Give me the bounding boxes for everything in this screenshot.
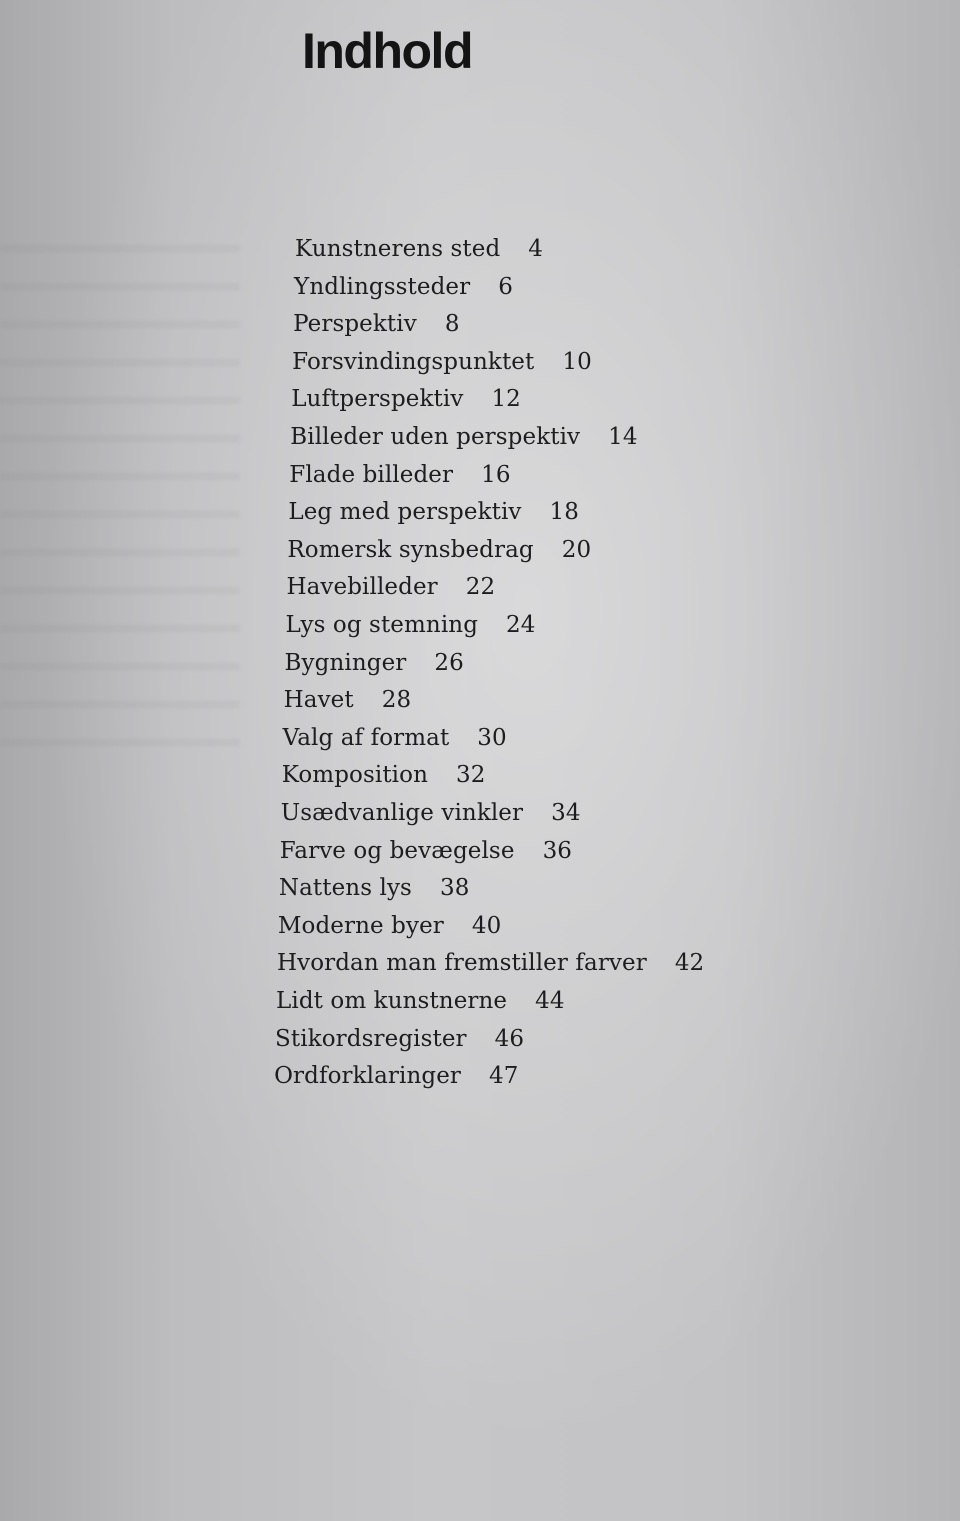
toc-entry-label: Stikordsregister xyxy=(275,1025,467,1052)
toc-entry xyxy=(277,952,704,975)
show-through-text xyxy=(0,230,240,750)
toc-entry-page-number: 24 xyxy=(506,612,536,638)
toc-entry xyxy=(286,576,495,599)
toc-entry xyxy=(295,238,543,261)
toc-entry-label: Komposition xyxy=(281,762,428,789)
page-title: Indhold xyxy=(302,23,472,79)
toc-entry-page-number: 14 xyxy=(608,424,638,450)
toc-entry-label: Leg med perspektiv xyxy=(288,499,522,526)
toc-entry-page-number: 38 xyxy=(439,875,470,902)
toc-entry-page-number: 16 xyxy=(481,461,511,488)
toc-entry-page-number: 22 xyxy=(465,574,496,601)
toc-entry xyxy=(282,724,507,751)
toc-entry-page-number: 46 xyxy=(494,1025,525,1052)
toc-entry xyxy=(279,837,573,864)
toc-entry xyxy=(290,426,637,449)
toc-entry xyxy=(294,273,513,300)
toc-entry-page-number: 18 xyxy=(549,499,579,526)
toc-entry xyxy=(289,461,511,488)
toc-entry-page-number: 36 xyxy=(542,837,573,864)
toc-entry-page-number: 28 xyxy=(381,687,412,714)
toc-entry xyxy=(275,1025,525,1052)
toc-entry-page-number: 34 xyxy=(551,800,581,826)
toc-entry-label: Romersk synsbedrag xyxy=(287,536,534,563)
toc-entry xyxy=(282,764,486,787)
toc-entry-page-number: 44 xyxy=(535,988,565,1014)
toc-entry-label: Valg af format xyxy=(282,724,450,751)
toc-entry-page-number: 10 xyxy=(562,348,592,375)
toc-entry-label: Usædvanlige vinkler xyxy=(280,800,524,826)
toc-entry-page-number: 47 xyxy=(489,1063,519,1090)
toc-entry-label: Bygninger xyxy=(284,649,407,676)
toc-entry xyxy=(291,388,521,411)
toc-entry-page-number: 42 xyxy=(674,950,705,977)
toc-entry xyxy=(288,501,579,524)
toc-entry xyxy=(284,689,412,712)
toc-entry xyxy=(274,1065,518,1088)
toc-entry xyxy=(292,348,592,375)
toc-entry xyxy=(293,313,459,336)
toc-entry-label: Havet xyxy=(283,687,354,714)
toc-entry-page-number: 40 xyxy=(471,912,502,939)
toc-entry xyxy=(287,536,592,563)
toc-entry-label: Ordforklaringer xyxy=(274,1063,462,1090)
toc-entry xyxy=(286,614,536,637)
toc-entry-label: Moderne byer xyxy=(277,912,444,939)
toc-entry-label: Perspektiv xyxy=(293,311,417,338)
toc-entry-page-number: 32 xyxy=(456,762,486,789)
toc-entry-label: Nattens lys xyxy=(278,875,412,902)
toc-entry-label: Luftperspektiv xyxy=(291,386,464,413)
toc-entry-page-number: 4 xyxy=(528,236,544,262)
toc-entry-page-number: 30 xyxy=(477,724,507,751)
toc-entry-page-number: 6 xyxy=(498,273,513,300)
toc-entry xyxy=(284,649,464,676)
toc-entry-page-number: 26 xyxy=(434,649,464,676)
toc-entry-label: Kunstnerens sted xyxy=(295,236,501,262)
toc-entry-page-number: 8 xyxy=(444,311,460,338)
toc-entry-page-number: 20 xyxy=(561,536,592,563)
toc-entry-label: Billeder uden perspektiv xyxy=(290,424,581,450)
toc-entry-label: Flade billeder xyxy=(289,461,454,488)
toc-entry-label: Lys og stemning xyxy=(285,612,479,638)
toc-entry xyxy=(281,802,581,825)
toc-entry-label: Hvordan man fremstiller farver xyxy=(276,950,647,977)
toc-entry-page-number: 12 xyxy=(491,386,521,413)
toc-entry xyxy=(279,877,470,900)
toc-entry-label: Lidt om kunstnerne xyxy=(276,988,508,1014)
toc-entry-label: Havebilleder xyxy=(286,574,438,601)
toc-entry xyxy=(277,912,502,939)
toc-entry-label: Forsvindingspunktet xyxy=(292,348,535,375)
toc-entry-label: Farve og bevægelse xyxy=(279,837,515,864)
toc-entry xyxy=(276,990,565,1013)
toc-entry-label: Yndlingssteder xyxy=(294,273,471,300)
